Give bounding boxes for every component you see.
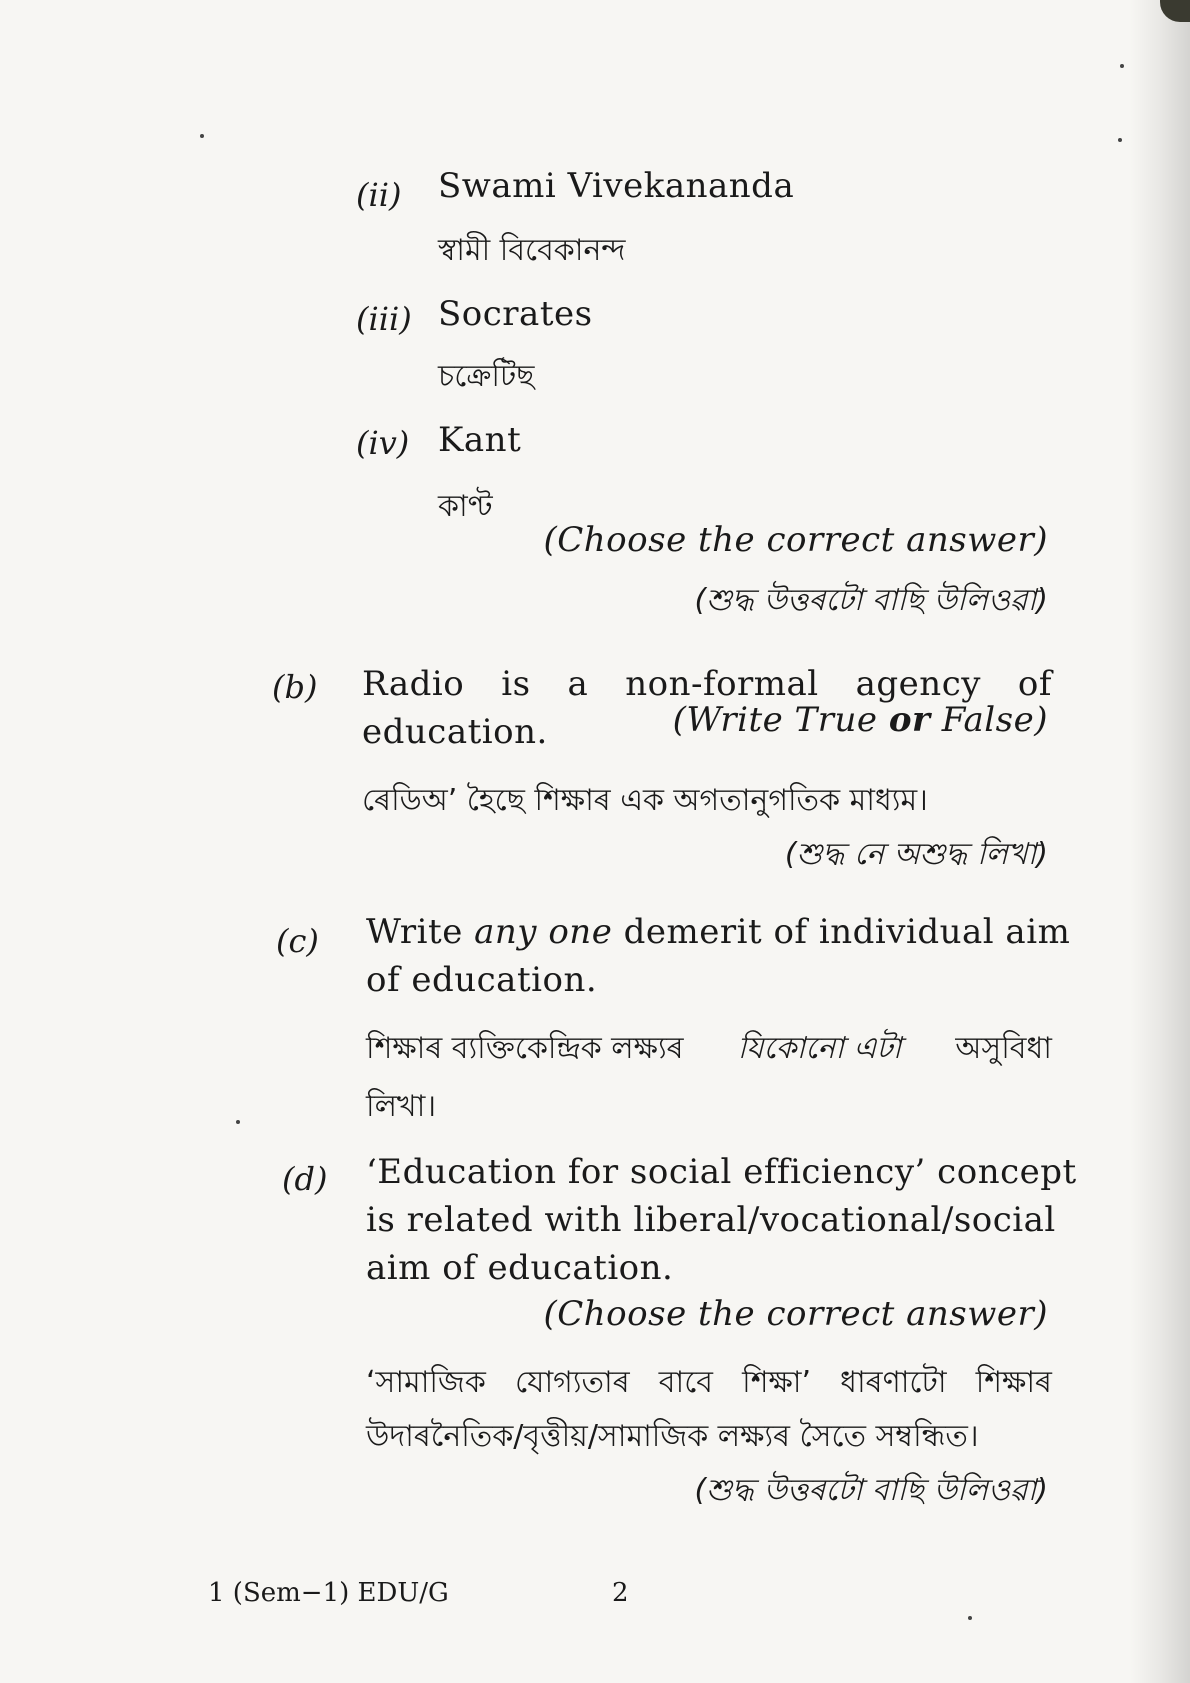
choose-answer-instruction: (Choose the correct answer) (543, 1294, 1048, 1334)
question-d-bn-line1 (366, 1358, 1052, 1409)
option-number: (ii) (356, 176, 402, 214)
option-text-bn: স্বামী বিবেকানন্দ (438, 233, 626, 268)
word: of (1017, 664, 1052, 704)
choose-answer-instruction: (Choose the correct answer) (543, 520, 1048, 560)
page-edge-shadow (1130, 0, 1190, 1683)
option-text-en: Kant (438, 420, 522, 460)
question-d-bn-line2: উদাৰনৈতিক/বৃত্তীয়/সামাজিক লক্ষ্যৰ সৈতে সম্বন্ধিত। (366, 1419, 979, 1454)
choose-answer-instruction-bn: (শুদ্ধ উত্তৰটো বাছি উলিওৱা) (694, 583, 1048, 618)
speck (1118, 138, 1122, 142)
word: ধাৰণাটো (840, 1365, 947, 1400)
choose-answer-instruction-bn: (শুদ্ধ উত্তৰটো বাছি উলিওৱা) (694, 1473, 1048, 1508)
question-d-line1: ‘Education for social efficiency’ concept (366, 1152, 1077, 1192)
word: যোগ্যতাৰ (515, 1365, 630, 1400)
option-text-en: Socrates (438, 294, 593, 334)
question-b-bn: ৰেডিঅ’ হৈছে শিক্ষাৰ এক অগতানুগতিক মাধ্যম। (362, 783, 928, 818)
true-false-instruction-bn: (শুদ্ধ নে অশুদ্ধ লিখা) (784, 837, 1048, 872)
word: non-formal (625, 664, 819, 704)
question-c-bn-line1: শিক্ষাৰ ব্যক্তিকেন্দ্ৰিক লক্ষ্যৰ যিকোনো এটা অসুবিধা (366, 1031, 1052, 1066)
question-b-line1 (362, 664, 1052, 704)
option-text-en: Swami Vivekananda (438, 166, 795, 206)
option-number: (iii) (356, 300, 412, 338)
word: শিক্ষা’ (742, 1365, 811, 1400)
question-number: (b) (272, 668, 318, 706)
word: বাবে (658, 1365, 713, 1400)
option-number: (iv) (356, 424, 410, 462)
true-false-instruction: (Write True or False) (672, 700, 1048, 740)
question-number: (d) (282, 1160, 328, 1198)
option-text-bn: চক্ৰেটিছ (438, 359, 535, 394)
speck (200, 134, 204, 138)
speck (968, 1616, 972, 1620)
speck (1120, 64, 1124, 68)
question-b-line2: education. (362, 712, 548, 752)
page-number: 2 (612, 1578, 629, 1608)
question-number: (c) (276, 922, 319, 960)
word: ‘সামাজিক (366, 1365, 486, 1400)
question-c-bn-line2: লিখা। (366, 1089, 437, 1124)
question-d-line2: is related with liberal/vocational/social (366, 1200, 1056, 1240)
word: a (567, 664, 589, 704)
word: Radio (362, 664, 465, 704)
word: is (501, 664, 531, 704)
paper-code: 1 (Sem−1) EDU/G (208, 1578, 449, 1608)
question-c-line2: of education. (366, 960, 598, 1000)
option-text-bn: কাণ্ট (438, 489, 493, 524)
word: agency (855, 664, 981, 704)
question-c-line1: Write any one demerit of individual aim (366, 912, 1071, 952)
question-d-line3: aim of education. (366, 1248, 674, 1288)
word: শিক্ষাৰ (975, 1365, 1052, 1400)
speck (236, 1120, 240, 1124)
